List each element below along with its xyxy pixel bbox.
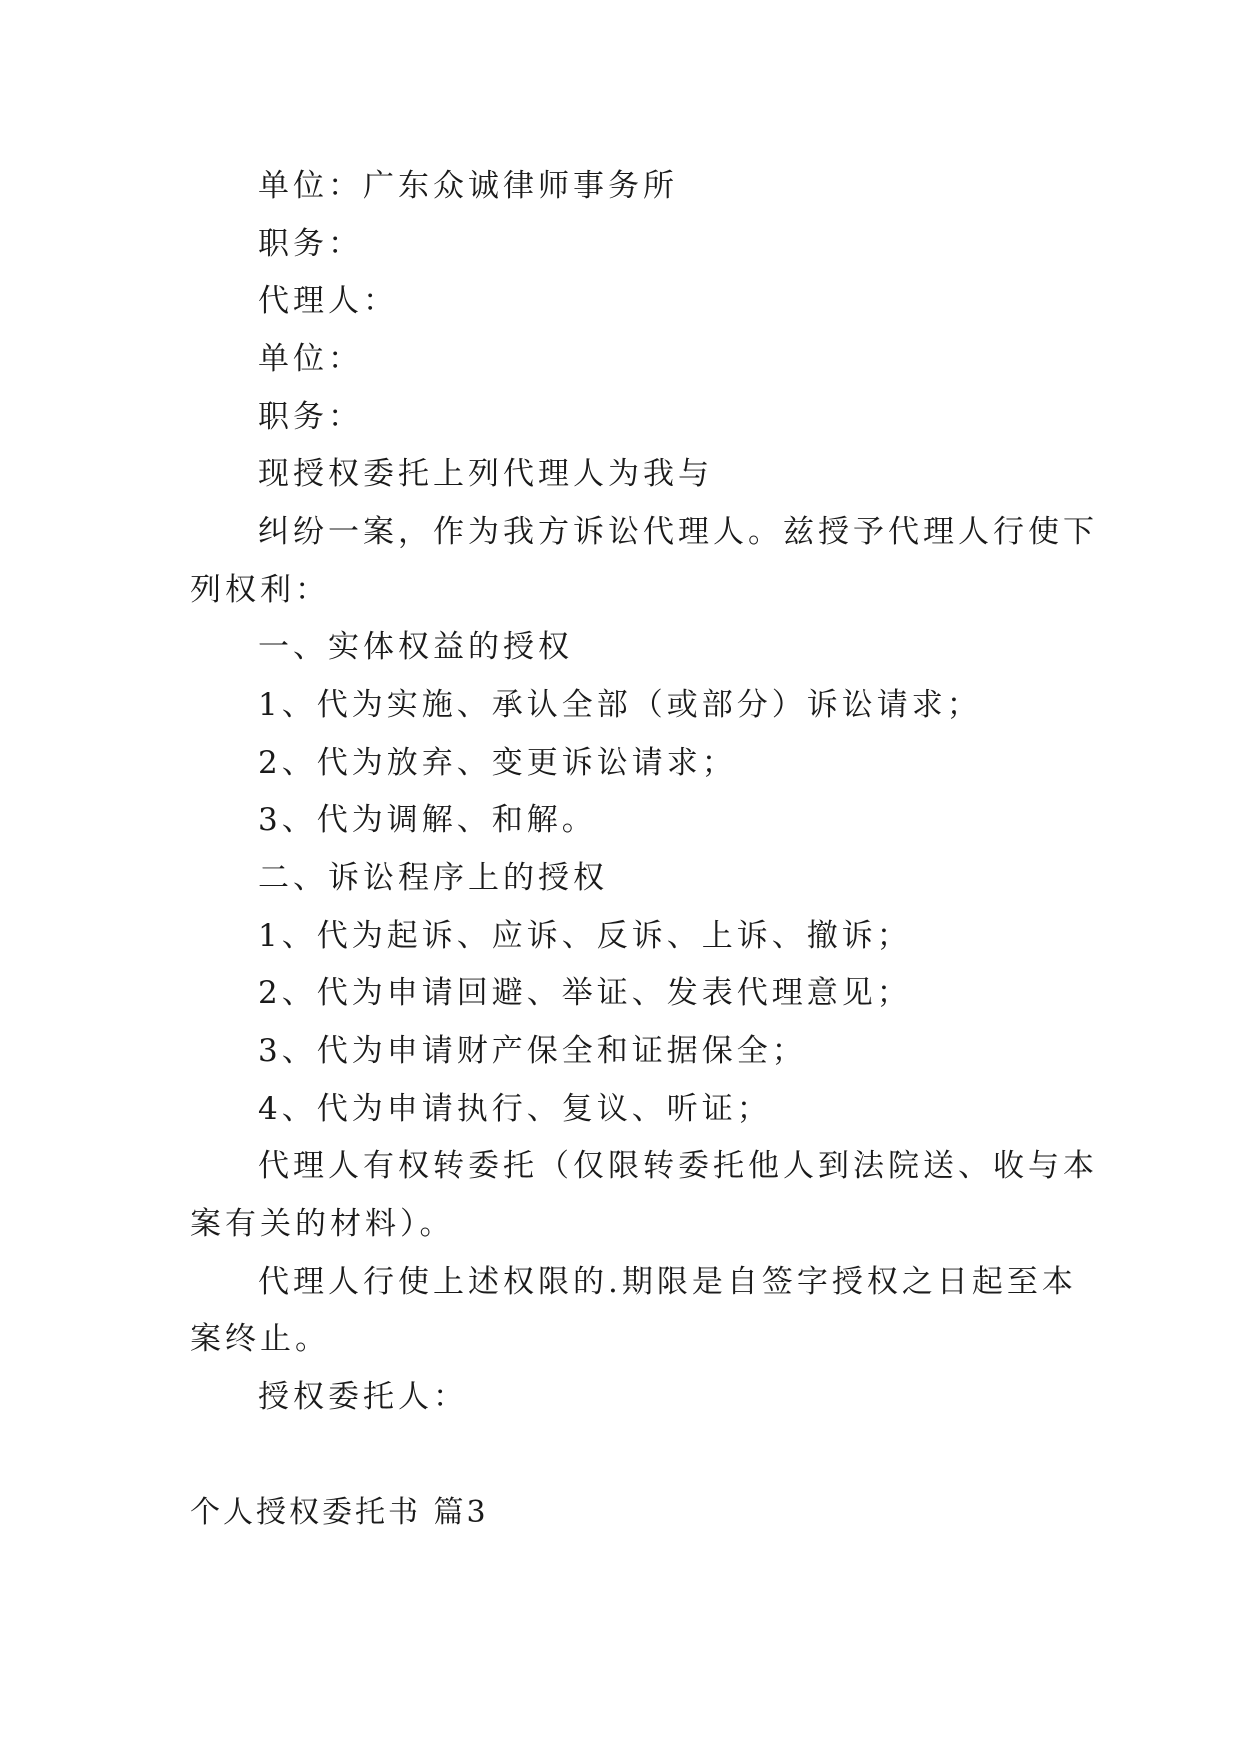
procedural-rights-heading: 二、诉讼程序上的授权 [258,860,608,896]
dispute-line: 纠纷一案，作为我方诉讼代理人。兹授予代理人行使下 [258,514,1098,550]
list-item: 3、代为调解、和解。 [258,802,597,838]
list-item: 1、代为起诉、应诉、反诉、上诉、撤诉； [258,918,912,954]
delegation-line-cont: 案有关的材料）。 [190,1206,455,1242]
authorization-line: 现授权委托上列代理人为我与 [258,456,713,492]
list-item: 4、代为申请执行、复议、听证； [258,1091,772,1127]
list-item: 3、代为申请财产保全和证据保全； [258,1033,807,1069]
agent-position-line: 职务： [258,399,363,435]
position-line: 职务： [258,226,363,262]
section-heading: 个人授权委托书 篇3 [190,1495,489,1530]
principal-line: 授权委托人： [258,1379,468,1415]
substantive-rights-heading: 一、实体权益的授权 [258,629,573,665]
rights-line: 列权利： [190,572,330,608]
agent-line: 代理人： [258,283,398,319]
term-line: 代理人行使上述权限的.期限是自签字授权之日起至本 [258,1264,1077,1300]
delegation-line: 代理人有权转委托（仅限转委托他人到法院送、收与本 [258,1148,1098,1184]
list-item: 1、代为实施、承认全部（或部分）诉讼请求； [258,687,982,723]
list-item: 2、代为放弃、变更诉讼请求； [258,745,737,781]
agent-org-line: 单位： [258,341,363,377]
list-item: 2、代为申请回避、举证、发表代理意见； [258,975,912,1011]
term-line-cont: 案终止。 [190,1321,330,1357]
org-line: 单位：广东众诚律师事务所 [258,168,678,204]
